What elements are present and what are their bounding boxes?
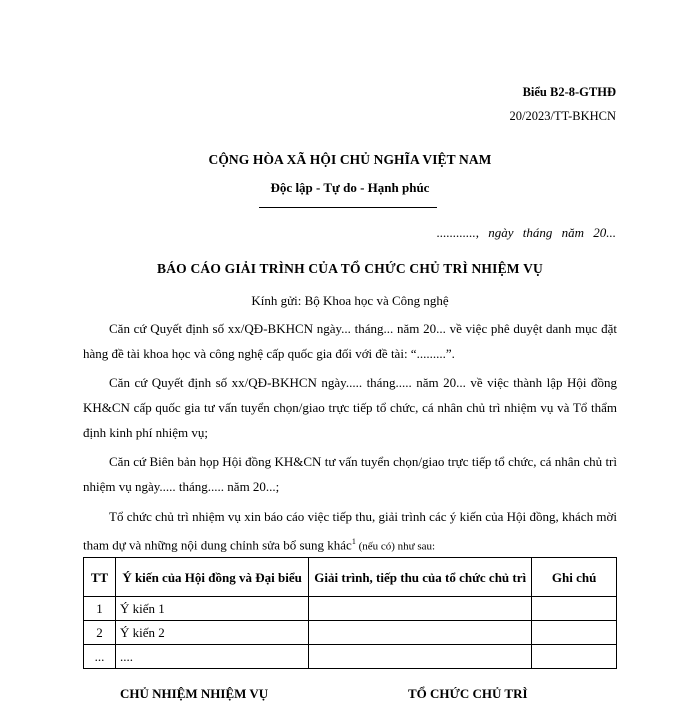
motto-underline bbox=[259, 207, 437, 208]
opinion-cell: Ý kiến 2 bbox=[115, 621, 308, 645]
explanation-cell[interactable] bbox=[309, 597, 532, 621]
column-header-opinion: Ý kiến của Hội đồng và Đại biểu bbox=[115, 558, 308, 597]
signature-task-leader: CHỦ NHIỆM NHIỆM VỤ bbox=[120, 686, 269, 701]
opinion-cell: Ý kiến 1 bbox=[115, 597, 308, 621]
row-number: 2 bbox=[84, 621, 116, 645]
column-header-explanation: Giải trình, tiếp thu của tổ chức chủ trì bbox=[309, 558, 532, 597]
table-header-row bbox=[84, 558, 617, 597]
report-intro-tail: (nếu có) như sau: bbox=[355, 540, 436, 553]
date-line: ............, ngày tháng năm 20... bbox=[436, 225, 616, 240]
form-code: Biểu B2-8-GTHĐ bbox=[522, 85, 616, 99]
paragraph-basis-minutes: Căn cứ Biên bản họp Hội đồng KH&CN tư vấn tuyển chọn/giao trực tiếp tổ chức, cá nhân chủ trì nhiệm vụ ngày..... tháng..... năm 20...; bbox=[83, 454, 617, 494]
table-row bbox=[84, 621, 617, 645]
column-header-note: Ghi chú bbox=[532, 558, 617, 597]
footnote-marker: 1 bbox=[351, 537, 356, 546]
explanation-cell[interactable] bbox=[309, 645, 532, 669]
row-number: 1 bbox=[84, 597, 116, 621]
table-row bbox=[84, 645, 617, 669]
greeting: Kính gửi: Bộ Khoa học và Công nghệ bbox=[251, 293, 449, 308]
opinions-table bbox=[83, 557, 617, 669]
paragraph-report-intro bbox=[83, 504, 617, 559]
paragraph-basis-decision-2: Căn cứ Quyết định số xx/QĐ-BKHCN ngày..... tháng..... năm 20... về việc thành lập Hội đồng KH&CN cấp quốc gia tư vấn tuyển chọn/giao trực tiếp tổ chức, cá nhân chủ trì nhiệm vụ và Tổ thẩm định kinh phí nhiệm vụ; bbox=[83, 375, 617, 440]
circular-number: 20/2023/TT-BKHCN bbox=[509, 109, 616, 123]
note-cell[interactable] bbox=[532, 645, 617, 669]
report-title: BÁO CÁO GIẢI TRÌNH CỦA TỔ CHỨC CHỦ TRÌ NHIỆM VỤ bbox=[157, 261, 543, 276]
table-row bbox=[84, 597, 617, 621]
note-cell[interactable] bbox=[532, 597, 617, 621]
paragraph-basis-decision-1: Căn cứ Quyết định số xx/QĐ-BKHCN ngày... tháng... năm 20... về việc phê duyệt danh mục đặt hàng đề tài khoa học và công nghệ cấp quốc gia đối với đề tài: “.........”. bbox=[83, 321, 617, 361]
opinion-cell: .... bbox=[115, 645, 308, 669]
row-number: ... bbox=[84, 645, 116, 669]
signature-host-organization: TỔ CHỨC CHỦ TRÌ bbox=[408, 686, 528, 701]
column-header-tt: TT bbox=[84, 558, 116, 597]
explanation-cell[interactable] bbox=[309, 621, 532, 645]
national-motto: Độc lập - Tự do - Hạnh phúc bbox=[270, 180, 430, 195]
nation-title: CỘNG HÒA XÃ HỘI CHỦ NGHĨA VIỆT NAM bbox=[208, 152, 492, 167]
note-cell[interactable] bbox=[532, 621, 617, 645]
report-intro-text: Tổ chức chủ trì nhiệm vụ xin báo cáo việc tiếp thu, giải trình các ý kiến của Hội đồng, khách mời tham dự và những nội dung chỉnh sửa bổ sung khác bbox=[83, 509, 617, 553]
